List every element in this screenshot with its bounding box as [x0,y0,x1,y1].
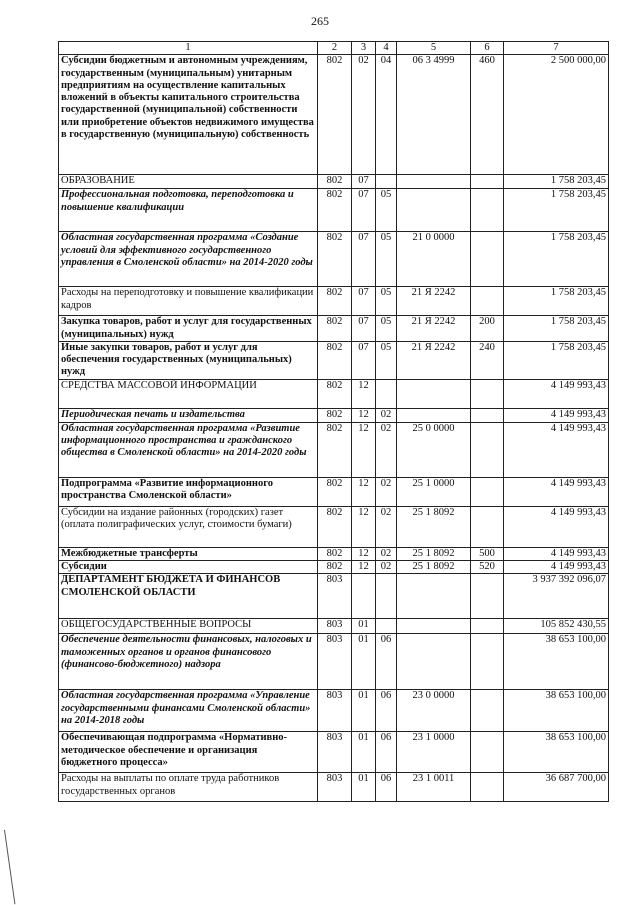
ministry-code: 802 [318,175,352,189]
section-code: 01 [352,634,376,690]
target-article: 21 Я 2242 [397,287,471,316]
section-code: 12 [352,506,376,547]
amount: 36 687 700,00 [504,773,609,802]
target-article [397,408,471,422]
section-code: 12 [352,422,376,477]
subsection-code [376,175,397,189]
ministry-code: 803 [318,634,352,690]
ministry-code: 802 [318,55,352,175]
amount: 4 149 993,43 [504,422,609,477]
target-article [397,175,471,189]
section-code [352,574,376,619]
table-row [59,619,609,634]
subsection-code [376,619,397,634]
ministry-code: 802 [318,422,352,477]
column-header: 7 [504,42,609,55]
amount: 4 149 993,43 [504,408,609,422]
expense-type [471,175,504,189]
expense-type: 240 [471,341,504,379]
amount: 1 758 203,45 [504,341,609,379]
expense-type [471,732,504,773]
target-article [397,619,471,634]
expense-type: 500 [471,547,504,560]
target-article [397,634,471,690]
ministry-code: 802 [318,547,352,560]
ministry-code: 803 [318,574,352,619]
table-row [59,316,609,342]
ministry-code: 803 [318,690,352,732]
ministry-code: 802 [318,477,352,506]
column-header: 6 [471,42,504,55]
table-row [59,506,609,547]
subsection-code: 05 [376,287,397,316]
amount: 1 758 203,45 [504,316,609,342]
section-code: 01 [352,732,376,773]
target-article: 21 Я 2242 [397,316,471,342]
row-name: Расходы на выплаты по оплате труда работников государственных органов [59,773,318,802]
expense-type [471,408,504,422]
section-code: 07 [352,175,376,189]
amount: 4 149 993,43 [504,547,609,560]
expense-type [471,574,504,619]
expense-type [471,506,504,547]
row-name: Областная государственная программа «Создание условий для эффективного государственного управления в Смоленской области» на 2014-2020 годы [59,232,318,287]
subsection-code: 02 [376,561,397,574]
table-row [59,232,609,287]
subsection-code: 02 [376,422,397,477]
section-code: 01 [352,773,376,802]
amount: 3 937 392 096,07 [504,574,609,619]
ministry-code: 802 [318,379,352,408]
column-header-row [59,42,609,55]
section-code: 12 [352,408,376,422]
ministry-code: 803 [318,773,352,802]
target-article [397,574,471,619]
table-row [59,690,609,732]
section-code: 01 [352,690,376,732]
expense-type [471,422,504,477]
row-name: Периодическая печать и издательства [59,408,318,422]
target-article: 25 0 0000 [397,422,471,477]
section-code: 07 [352,189,376,232]
amount: 1 758 203,45 [504,232,609,287]
amount: 4 149 993,43 [504,379,609,408]
section-code: 12 [352,477,376,506]
table-row [59,175,609,189]
target-article [397,379,471,408]
subsection-code: 05 [376,316,397,342]
row-name: Областная государственная программа «Развитие информационного пространства и гражданского общества в Смоленской области» на 2014-2020 годы [59,422,318,477]
ministry-code: 802 [318,287,352,316]
table-row [59,732,609,773]
expense-type [471,477,504,506]
column-header: 2 [318,42,352,55]
row-name: Субсидии на издание районных (городских) газет (оплата полиграфических услуг, стоимости бумаги) [59,506,318,547]
subsection-code: 02 [376,477,397,506]
amount: 4 149 993,43 [504,477,609,506]
section-code: 02 [352,55,376,175]
table-row [59,408,609,422]
row-name: ОБЩЕГОСУДАРСТВЕННЫЕ ВОПРОСЫ [59,619,318,634]
table-row [59,422,609,477]
expense-type [471,287,504,316]
expense-type: 520 [471,561,504,574]
target-article: 25 1 8092 [397,547,471,560]
row-name: Межбюджетные трансферты [59,547,318,560]
row-name: Подпрограмма «Развитие информационного пространства Смоленской области» [59,477,318,506]
row-name: Областная государственная программа «Управление государственными финансами Смоленской области» на 2014-2018 годы [59,690,318,732]
table-row [59,477,609,506]
ministry-code: 802 [318,189,352,232]
section-code: 12 [352,561,376,574]
target-article: 23 1 0000 [397,732,471,773]
target-article: 23 0 0000 [397,690,471,732]
subsection-code: 06 [376,690,397,732]
expense-type: 200 [471,316,504,342]
expense-type [471,773,504,802]
subsection-code: 02 [376,547,397,560]
ministry-code: 802 [318,561,352,574]
target-article: 25 1 8092 [397,561,471,574]
target-article [397,189,471,232]
ministry-code: 802 [318,506,352,547]
expense-type: 460 [471,55,504,175]
amount: 38 653 100,00 [504,634,609,690]
column-header: 1 [59,42,318,55]
subsection-code: 02 [376,506,397,547]
amount: 1 758 203,45 [504,175,609,189]
row-name: Обеспечивающая подпрограмма «Нормативно-методическое обеспечение и организация бюджетного процесса» [59,732,318,773]
table-row [59,634,609,690]
column-header: 3 [352,42,376,55]
target-article: 21 Я 2242 [397,341,471,379]
row-name: Закупка товаров, работ и услуг для государственных (муниципальных) нужд [59,316,318,342]
subsection-code [376,574,397,619]
subsection-code: 05 [376,189,397,232]
table-row [59,574,609,619]
target-article: 25 1 8092 [397,506,471,547]
amount: 4 149 993,43 [504,561,609,574]
row-name: ДЕПАРТАМЕНТ БЮДЖЕТА И ФИНАНСОВ СМОЛЕНСКОЙ ОБЛАСТИ [59,574,318,619]
table-row [59,287,609,316]
table-row [59,55,609,175]
row-name: ОБРАЗОВАНИЕ [59,175,318,189]
table-row [59,341,609,379]
amount: 38 653 100,00 [504,690,609,732]
page-number: 265 [311,14,329,28]
ministry-code: 803 [318,619,352,634]
table-row [59,547,609,560]
amount: 38 653 100,00 [504,732,609,773]
row-name: Профессиональная подготовка, переподготовка и повышение квалификации [59,189,318,232]
row-name: Субсидии [59,561,318,574]
ministry-code: 802 [318,232,352,287]
ministry-code: 802 [318,341,352,379]
section-code: 01 [352,619,376,634]
subsection-code: 06 [376,634,397,690]
expense-type [471,189,504,232]
expense-type [471,690,504,732]
expense-type [471,634,504,690]
table-row [59,379,609,408]
ministry-code: 802 [318,316,352,342]
budget-table [58,41,609,802]
section-code: 07 [352,316,376,342]
subsection-code: 05 [376,232,397,287]
table-row [59,561,609,574]
target-article: 23 1 0011 [397,773,471,802]
table-row [59,773,609,802]
subsection-code: 05 [376,341,397,379]
row-name: Обеспечение деятельности финансовых, налоговых и таможенных органов и органов финансового (финансово-бюджетного) надзора [59,634,318,690]
section-code: 07 [352,341,376,379]
expense-type [471,232,504,287]
expense-type [471,619,504,634]
amount: 1 758 203,45 [504,287,609,316]
column-header: 5 [397,42,471,55]
row-name: Субсидии бюджетным и автономным учреждениям, государственным (муниципальным) унитарным предприятиям на осуществление капитальных вложений в объекты капитального строительства государственной (муниципальной) собственности или приобретение объектов недвижимого имущества в государственную (муниципальную) собственность [59,55,318,175]
subsection-code: 04 [376,55,397,175]
row-name: Расходы на переподготовку и повышение квалификации кадров [59,287,318,316]
section-code: 12 [352,379,376,408]
ministry-code: 803 [318,732,352,773]
target-article: 21 0 0000 [397,232,471,287]
section-code: 07 [352,287,376,316]
subsection-code: 06 [376,773,397,802]
amount: 4 149 993,43 [504,506,609,547]
subsection-code: 06 [376,732,397,773]
scan-margin-line [4,830,15,904]
section-code: 12 [352,547,376,560]
row-name: СРЕДСТВА МАССОВОЙ ИНФОРМАЦИИ [59,379,318,408]
amount: 1 758 203,45 [504,189,609,232]
amount: 2 500 000,00 [504,55,609,175]
subsection-code: 02 [376,408,397,422]
target-article: 25 1 0000 [397,477,471,506]
target-article: 06 3 4999 [397,55,471,175]
expense-type [471,379,504,408]
section-code: 07 [352,232,376,287]
table-row [59,189,609,232]
column-header: 4 [376,42,397,55]
subsection-code [376,379,397,408]
ministry-code: 802 [318,408,352,422]
amount: 105 852 430,55 [504,619,609,634]
row-name: Иные закупки товаров, работ и услуг для обеспечения государственных (муниципальных) нужд [59,341,318,379]
